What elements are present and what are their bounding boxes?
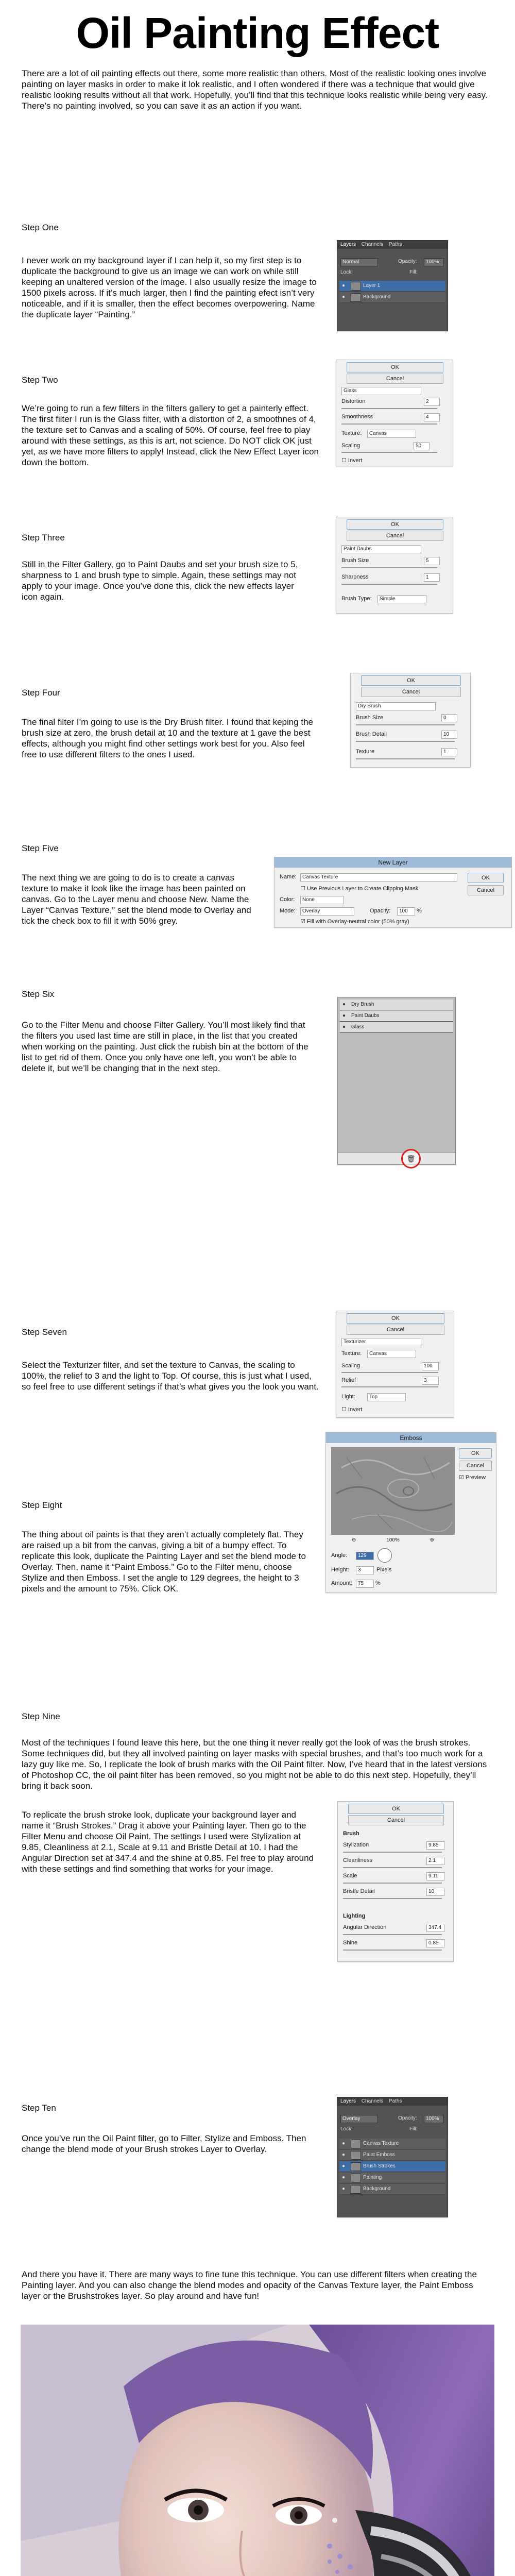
step-two-heading: Step Two [22,375,58,385]
distortion-field[interactable]: 2 [424,398,440,406]
scale-slider[interactable] [343,1883,442,1884]
dialog-title-bar [326,1433,496,1443]
step-eight-heading: Step Eight [22,1500,62,1510]
cancel-button[interactable]: Cancel [468,885,504,895]
step-three-text: Still in the Filter Gallery, go to Paint Daubs and set your brush size to 5, sharpness to 1 and brush type to simple. Again, these settings may not apply to your image. Once you’ve done this, click the new effects layer icon again. [22,560,298,602]
effect-layer-name: Glass [351,1024,365,1030]
filter-select[interactable]: Glass [341,387,421,395]
cancel-button[interactable]: Cancel [459,1461,492,1471]
channels-tab[interactable]: Channels [361,2098,384,2104]
lighting-section-label: Lighting [343,1913,366,1919]
effect-layer-name: Paint Daubs [351,1013,380,1019]
layer-row-background[interactable] [339,2184,445,2195]
brush-size-field[interactable]: 0 [441,714,457,722]
ok-button[interactable]: OK [468,873,504,883]
relief-slider[interactable] [341,1386,438,1387]
brush-type-label: Brush Type: [341,596,372,602]
opacity-field[interactable]: 100% [424,2115,444,2123]
layer-thumbnail [351,2185,361,2194]
layer-thumbnail [351,2174,361,2182]
cancel-button[interactable]: Cancel [361,687,461,697]
step-nine-text-2: To replicate the brush stroke look, duplicate your background layer and name it “Brush Strokes.” Drag it above your Painting layer. Then go to the Filter Menu and choose Oil Paint. The settings I used were Stylization at 9.85, Cleanliness at 2.1, Scale at 9.11 and Bristle Detail at 10. I had the Angular Direction set at 347.4 and the shine at 0.85. Fel free to play around with these settings and find something that works for your image. [22,1810,314,1874]
sharpness-slider[interactable] [341,584,437,585]
eye-icon[interactable]: ● [342,1024,346,1030]
effect-layer-paint-daubs[interactable] [340,1011,453,1022]
layer-thumbnail [351,2162,361,2171]
layer-thumbnail [351,2151,361,2160]
brush-detail-field[interactable]: 10 [441,731,457,739]
portrait-painting [21,2325,494,2576]
brush-detail-label: Brush Detail [356,731,387,737]
brush-size-field[interactable]: 5 [424,557,440,565]
layers-panel [337,240,448,331]
pixels-label: Pixels [376,1567,392,1573]
step-one-heading: Step One [22,223,59,232]
texture-select[interactable]: Canvas [367,430,416,438]
height-field[interactable]: 3 [356,1566,374,1574]
angular-direction-label: Angular Direction [343,1924,387,1930]
texture-label: Texture: [341,1350,362,1357]
layer-name: Painting [363,2175,382,2180]
effect-layer-dry-brush[interactable] [340,999,453,1010]
scaling-slider[interactable] [341,452,437,453]
cleanliness-field[interactable]: 2.1 [426,1857,444,1865]
angular-direction-field[interactable]: 347.4 [426,1924,444,1932]
opacity-label: Opacity: [398,259,417,264]
step-four-heading: Step Four [22,688,60,698]
step-ten-text: Once you’ve run the Oil Paint filter, go to Filter, Stylize and Emboss. Then change the blend mode of your Brush strokes Layer to Overlay. [22,2133,306,2154]
eye-icon[interactable]: ● [342,2141,346,2146]
angle-field[interactable]: 129 [356,1552,374,1560]
emboss-dialog [325,1432,496,1593]
layer-name: Layer 1 [363,283,381,289]
mode-label: Mode: [280,908,296,914]
bristle-detail-field[interactable]: 10 [426,1888,444,1896]
smoothness-label: Smoothness [341,414,373,420]
amount-label: Amount: [331,1580,352,1586]
scaling-field[interactable]: 50 [414,442,430,450]
texture-label: Texture [356,749,375,755]
brush-size-slider[interactable] [356,724,455,725]
angle-label: Angle: [331,1552,348,1558]
layer-name: Brush Strokes [363,2163,396,2169]
filter-select[interactable]: Dry Brush [356,702,436,710]
layer-name: Background [363,2186,391,2192]
ok-button[interactable]: OK [459,1448,492,1459]
step-six-heading: Step Six [22,989,55,999]
step-four-text: The final filter I’m going to use is the Dry Brush filter. I found that keping the brush size at zero, the brush detail at 10 and the texture at 1 gave the best effects, although you might find other settings work best for you. Also feel free to use different filters to the ones I used. [22,717,314,759]
dialog-title-bar [274,857,511,868]
preview-label: Preview [465,1475,486,1481]
ok-button[interactable]: OK [348,1804,444,1814]
stylization-slider[interactable] [343,1852,442,1853]
layer-row-brush-strokes[interactable] [339,2161,445,2172]
paths-tab[interactable]: Paths [388,242,402,247]
layer-row-paint-emboss[interactable] [339,2150,445,2161]
paths-tab[interactable]: Paths [388,2098,402,2104]
scaling-slider[interactable] [341,1372,438,1373]
amount-field[interactable]: 75 [356,1580,374,1588]
brush-size-label: Brush Size [356,715,384,721]
step-nine-heading: Step Nine [22,1711,60,1721]
smoothness-slider[interactable] [341,423,437,425]
zoom-out-icon[interactable]: ⊖ [352,1537,356,1543]
opacity-label: Opacity: [370,908,391,914]
fill-gray-label: Fill with Overlay-neutral color (50% gray) [306,919,409,925]
dialog-title: Emboss [400,1434,422,1442]
opacity-field[interactable]: 100% [424,258,444,266]
brush-size-label: Brush Size [341,557,369,564]
step-six-text: Go to the Filter Menu and choose Filter Gallery. You’ll most likely find that the filters you used last time are still in place, in the list that you created when working on the painting. Just click the rubish bin at the bottom of the list to get rid of them. Once you only have one left, you won’t be able to delete it, but we’ll be changing that in the next step. [22,1020,308,1073]
stylization-field[interactable]: 9.85 [426,1841,444,1850]
relief-field[interactable]: 3 [422,1377,439,1385]
layer-thumbnail [351,2140,361,2148]
angular-direction-slider[interactable] [343,1934,442,1935]
angle-dial-icon[interactable] [377,1548,392,1563]
distortion-slider[interactable] [341,408,437,409]
channels-tab[interactable]: Channels [361,242,384,247]
page-title: Oil Painting Effect [76,9,439,57]
brush-detail-slider[interactable] [356,741,455,742]
cancel-button[interactable]: Cancel [347,374,443,384]
dry-brush-panel [350,673,471,768]
layer-name: Paint Emboss [363,2152,395,2158]
scaling-label: Scaling [341,443,360,449]
lock-label: Lock: [340,2126,353,2132]
invert-checkbox[interactable]: ☐ Invert [341,1406,363,1413]
step-eight-text: The thing about oil paints is that they aren’t actually completely flat. They are raised up a bit from the canvas, giving a bit of a bumpy effect. To replicate this look, duplicate the Painting Layer and set the blend mode to Overlay. Then, name it “Paint Emboss.” Go to the Filter menu, choose Stylize and then Emboss. I set the angle to 129 degrees, the height to 3 pixels and the amount to 75%. Click OK. [22,1530,306,1594]
step-seven-heading: Step Seven [22,1327,67,1337]
opacity-label: Opacity: [398,2115,417,2121]
scaling-field[interactable]: 100 [422,1362,439,1370]
clipping-mask-label: Use Previous Layer to Create Clipping Mask [306,886,419,892]
eye-icon[interactable]: ● [342,1013,346,1019]
light-label: Light: [341,1394,355,1400]
filter-gallery-list [337,997,456,1165]
layer-row-layer1[interactable] [339,281,445,292]
mode-select[interactable]: Overlay [300,907,354,916]
distortion-label: Distortion [341,398,366,404]
eye-icon[interactable]: ● [342,2186,346,2192]
bristle-detail-label: Bristle Detail [343,1888,375,1894]
result-photo [21,2325,494,2576]
gallery-bottom-bar [338,1153,455,1164]
texture-slider[interactable] [356,758,455,759]
bristle-detail-slider[interactable] [343,1898,442,1899]
zoom-bar [331,1537,455,1544]
paint-daubs-panel [336,517,453,614]
invert-label: Invert [348,1406,363,1413]
blend-mode-select[interactable]: Overlay [340,2115,378,2123]
eye-icon[interactable]: ● [342,2152,346,2158]
layer-row-background[interactable] [339,292,445,303]
eye-icon[interactable]: ● [342,283,346,289]
light-select[interactable]: Top [367,1393,406,1401]
layer-name: Background [363,294,391,300]
opacity-field[interactable]: 100 [397,907,415,916]
layer-row-painting[interactable] [339,2173,445,2183]
brush-type-select[interactable]: Simple [377,595,426,603]
oil-paint-panel [337,1801,454,1962]
trash-icon[interactable]: 🗑 [401,1149,421,1168]
texturizer-panel [336,1311,454,1418]
cancel-button[interactable]: Cancel [348,1815,444,1825]
cleanliness-label: Cleanliness [343,1857,372,1863]
layers-tab[interactable]: Layers [340,2098,356,2104]
brush-section-label: Brush [343,1831,359,1837]
smoothness-field[interactable]: 4 [424,413,440,421]
layer-name: Canvas Texture [363,2141,399,2146]
color-label: Color: [280,896,295,903]
step-three-heading: Step Three [22,533,65,543]
layers-tab[interactable]: Layers [340,242,356,247]
cancel-button[interactable]: Cancel [347,531,443,541]
sharpness-field[interactable]: 1 [424,573,440,582]
cleanliness-slider[interactable] [343,1867,442,1868]
layer-name-field[interactable]: Canvas Texture [300,873,457,882]
preview-checkbox[interactable]: ☑ Preview [459,1475,486,1481]
ok-button[interactable]: OK [361,675,461,686]
ok-button[interactable]: OK [347,519,443,530]
eye-icon[interactable]: ● [342,294,346,300]
sharpness-label: Sharpness [341,574,369,580]
shine-field[interactable]: 0.85 [426,1939,444,1947]
step-nine-text: Most of the techniques I found leave this here, but the one thing it never really got the look of was the brush strokes. Some techniques did, but they all involved painting on layer masks with special brushes, and that’s too much work for a lazy guy like me. So, I replicate the look of brush marks with the Oil Paint filter. Now, I’ve heard that in the latest versions of Photoshop CC, the oil paint filter has been removed, so you might not be able to do this next step. Hopefully, they’ll bring it back soon. [22,1738,487,1791]
relief-label: Relief [341,1377,356,1383]
clipping-mask-checkbox[interactable]: ☐ Use Previous Layer to Create Clipping Mask [300,886,419,892]
zoom-level: 100% [386,1537,400,1543]
cancel-button[interactable]: Cancel [347,1325,444,1335]
eye-icon[interactable]: ● [342,2163,346,2169]
eye-icon[interactable]: ● [342,2175,346,2180]
texture-field[interactable]: 1 [441,748,457,756]
new-layer-dialog [274,857,512,928]
layer-thumbnail [351,282,361,291]
outro-paragraph: And there you have it. There are many ways to fine tune this technique. You can use different filters when creating the Painting layer. And you can also change the blend modes and opacity of the Canvas Texture layer, the Paint Emboss layer or the Brushstrokes layer. So play around and have fun! [22,2269,477,2301]
stylization-label: Stylization [343,1842,369,1848]
height-label: Height: [331,1567,349,1573]
filter-select[interactable]: Texturizer [341,1338,421,1346]
step-seven-text: Select the Texturizer filter, and set the texture to Canvas, the scaling to 100%, the relief to 3 and the light to Top. Of course, this is just what I used, so feel free to use different setings if that’s what gives you the look you want. [22,1360,319,1392]
brush-size-slider[interactable] [341,567,437,568]
step-two-text: We’re going to run a few filters in the filters gallery to get a painterly effect. The first filter I run is the Glass filter, with a distortion of 2, a smoothnes of 4, the texture set to Canvas and a scaling of 50%. Of course, feel free to play around with these settings, as this is art, not science. Do NOT click OK just yet, as we have more filters to apply! Instead, click the New Effect Layer icon down the bottom. [22,403,319,467]
invert-label: Invert [348,457,363,464]
effect-layer-name: Dry Brush [351,1002,374,1007]
step-five-heading: Step Five [22,843,59,853]
intro-paragraph: There are a lot of oil painting effects out there, some more realistic than others. Most of the realistic looking ones involve painting on layer masks in order to make it lok realistic, and I often wondered if there was a technique that would give realistic looking results without all that work. Hopefully, you’ll find that this technique looks realistic while being very easy. There’s no painting involved, so you can save it as an action if you want. [22,69,488,111]
glass-filter-panel [336,360,453,466]
emboss-preview-image [331,1447,455,1535]
layer-row-canvas-texture[interactable] [339,2139,445,2149]
name-label: Name: [280,874,297,880]
fill-label: Fill: [409,269,418,275]
shine-slider[interactable] [343,1950,442,1951]
step-one-text: I never work on my background layer if I can help it, so my first step is to duplicate the background to give us an image we can work on while still keeping an unaltered version of the image. I also usually resize the image to 1500 pixels across. If it’s much larger, then I find the painting efect isn’t very noticeable, and if it is smaller, then the effect becomes overpowering. Name the duplicate layer “Painting.” [22,256,317,319]
scale-field[interactable]: 9.11 [426,1872,444,1880]
filter-select[interactable]: Paint Daubs [341,545,421,553]
ok-button[interactable]: OK [347,1313,444,1324]
fill-label: Fill: [409,2126,418,2132]
texture-label: Texture: [341,430,362,436]
emboss-preview [331,1447,455,1535]
invert-checkbox[interactable]: ☐ Invert [341,457,363,464]
effect-layer-glass[interactable] [340,1022,453,1033]
scale-label: Scale [343,1873,357,1879]
layer-thumbnail [351,293,361,302]
eye-icon[interactable]: ● [342,1002,346,1007]
scaling-label: Scaling [341,1363,360,1369]
fill-gray-checkbox[interactable]: ☑ Fill with Overlay-neutral color (50% gray) [300,919,409,925]
dialog-title: New Layer [378,859,408,866]
blend-mode-select[interactable]: Normal [340,258,378,266]
step-ten-heading: Step Ten [22,2103,56,2113]
percent-sign: % [417,908,422,914]
shine-label: Shine [343,1940,358,1946]
color-select[interactable]: None [300,896,344,904]
step-five-text: The next thing we are going to do is to create a canvas texture to make it look like the image has been painted on canvas. Go to the Layer menu and choose New. Name the Layer “Canvas Texture,” set the blend mode to Overlay and tick the check box to fill it with 50% grey. [22,873,251,926]
ok-button[interactable]: OK [347,362,443,372]
amount-percent: % [375,1580,381,1586]
texture-select[interactable]: Canvas [367,1350,416,1358]
lock-label: Lock: [340,269,353,275]
zoom-in-icon[interactable]: ⊕ [430,1537,434,1543]
final-layers-panel [337,2097,448,2217]
